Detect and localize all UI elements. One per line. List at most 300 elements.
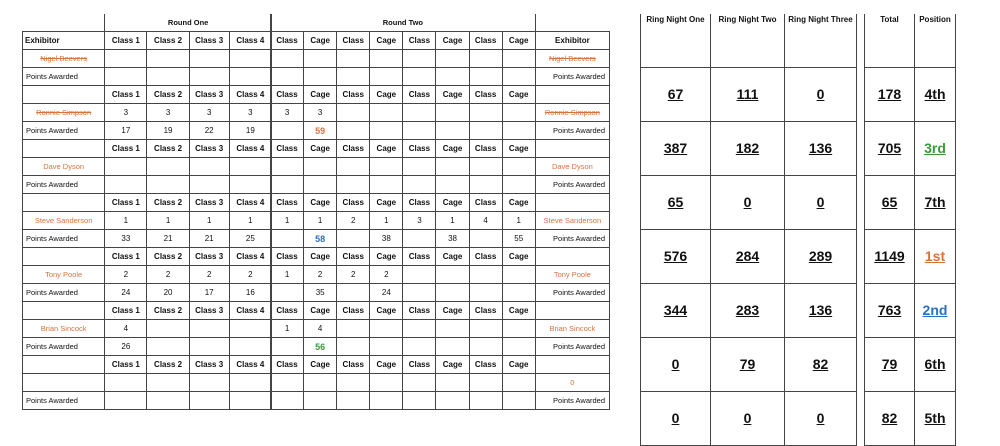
placing-cell: 3 — [105, 104, 147, 122]
placing-cell — [469, 374, 502, 392]
round-one-class-row — [23, 194, 272, 212]
ring-night-one-score: 0 — [641, 337, 711, 391]
points-cell: 55 — [502, 230, 535, 248]
column-label: Class — [403, 86, 436, 104]
points-cell: 21 — [189, 230, 229, 248]
round-two-points-row — [271, 230, 610, 248]
class-label: Class 2 — [147, 248, 189, 266]
summary-row — [641, 391, 956, 445]
ring-night-one-score: 344 — [641, 283, 711, 337]
class-label: Class 4 — [229, 194, 271, 212]
column-label: Class — [403, 194, 436, 212]
points-cell: 17 — [189, 284, 229, 302]
summary-row — [641, 67, 956, 121]
placing-cell: 2 — [304, 266, 337, 284]
total-score: 1149 — [865, 229, 915, 283]
column-label: Class — [337, 356, 370, 374]
column-label: Cage — [304, 86, 337, 104]
total-score: 763 — [865, 283, 915, 337]
column-label: Class — [403, 356, 436, 374]
placing-cell: 3 — [147, 104, 189, 122]
summary-row — [641, 337, 956, 391]
summary-column-header: Ring Night Two — [711, 14, 785, 67]
points-cell: 21 — [147, 230, 189, 248]
round-two-exhibitor-row — [271, 374, 610, 392]
points-cell — [469, 392, 502, 410]
column-label: Cage — [304, 140, 337, 158]
round-one-exhibitor-row — [23, 374, 272, 392]
points-cell — [502, 284, 535, 302]
ring-night-two-score: 0 — [711, 175, 785, 229]
summary-row — [641, 121, 956, 175]
column-label: Cage — [502, 302, 535, 320]
column-label: Cage — [436, 140, 469, 158]
round-one-exhibitor-row — [23, 266, 272, 284]
placing-cell: 4 — [304, 320, 337, 338]
ring-night-two-score: 283 — [711, 283, 785, 337]
points-cell: 59 — [304, 122, 337, 140]
exhibitor-name — [23, 374, 105, 392]
round-one-points-row — [23, 68, 272, 86]
placing-cell: 1 — [370, 212, 403, 230]
exhibitor-name: Nigel Beevers — [535, 50, 609, 68]
points-cell — [403, 176, 436, 194]
points-cell — [189, 176, 229, 194]
points-cell: 20 — [147, 284, 189, 302]
round-one-points-row — [23, 284, 272, 302]
placing-cell — [502, 104, 535, 122]
gap-cell — [857, 337, 865, 391]
round-two-points-row — [271, 338, 610, 356]
class-label: Class 3 — [189, 302, 229, 320]
placing-cell: 1 — [271, 320, 304, 338]
points-cell: 19 — [229, 122, 271, 140]
points-cell: 22 — [189, 122, 229, 140]
column-label: Cage — [304, 32, 337, 50]
column-label: Cage — [370, 140, 403, 158]
round-two-class-row — [271, 32, 610, 50]
class-label: Class 1 — [105, 86, 147, 104]
placing-cell: 1 — [229, 212, 271, 230]
total-score: 79 — [865, 337, 915, 391]
points-cell — [105, 392, 147, 410]
placing-cell — [502, 374, 535, 392]
points-cell — [271, 284, 304, 302]
class-label: Class 2 — [147, 86, 189, 104]
round-one-exhibitor-row — [23, 212, 272, 230]
exhibitor-name: Dave Dyson — [535, 158, 609, 176]
class-label: Class 2 — [147, 302, 189, 320]
placing-cell — [189, 320, 229, 338]
placing-cell — [403, 266, 436, 284]
points-awarded-label: Points Awarded — [535, 122, 609, 140]
exhibitor-label: Exhibitor — [23, 32, 105, 50]
points-cell — [271, 338, 304, 356]
ring-night-three-score: 0 — [785, 67, 857, 121]
exhibitor-name: 0 — [535, 374, 609, 392]
blank-cell — [535, 86, 609, 104]
column-label: Class — [271, 32, 304, 50]
ring-night-one-score: 65 — [641, 175, 711, 229]
round-two-header: Round Two — [271, 14, 536, 32]
blank-cell — [535, 14, 609, 32]
points-awarded-label: Points Awarded — [535, 392, 609, 410]
class-label: Class 1 — [105, 302, 147, 320]
points-cell — [105, 68, 147, 86]
exhibitor-name: Brian Sincock — [23, 320, 105, 338]
column-label: Cage — [502, 194, 535, 212]
round-one-table — [22, 14, 272, 410]
column-label: Cage — [502, 356, 535, 374]
placing-cell: 3 — [271, 104, 304, 122]
total-score: 65 — [865, 175, 915, 229]
points-awarded-label: Points Awarded — [23, 284, 105, 302]
ring-night-two-score: 284 — [711, 229, 785, 283]
class-label: Class 4 — [229, 302, 271, 320]
column-label: Cage — [502, 86, 535, 104]
placing-cell — [370, 320, 403, 338]
points-awarded-label: Points Awarded — [23, 176, 105, 194]
round-two-exhibitor-row — [271, 104, 610, 122]
column-label: Class — [403, 248, 436, 266]
position-value: 6th — [915, 337, 956, 391]
class-label: Class 2 — [147, 140, 189, 158]
placing-cell — [229, 158, 271, 176]
points-cell: 58 — [304, 230, 337, 248]
points-cell: 24 — [105, 284, 147, 302]
points-cell — [105, 176, 147, 194]
placing-cell — [271, 50, 304, 68]
points-awarded-label: Points Awarded — [23, 338, 105, 356]
placing-cell: 2 — [229, 266, 271, 284]
points-cell: 17 — [105, 122, 147, 140]
column-label: Cage — [436, 194, 469, 212]
round-two-exhibitor-row — [271, 158, 610, 176]
points-cell — [403, 122, 436, 140]
column-label: Class — [271, 140, 304, 158]
exhibitor-name: Dave Dyson — [23, 158, 105, 176]
round-one-class-row — [23, 248, 272, 266]
placing-cell: 2 — [370, 266, 403, 284]
round-one-header: Round One — [105, 14, 272, 32]
points-cell — [337, 392, 370, 410]
round-two-points-row — [271, 122, 610, 140]
ring-night-one-score: 576 — [641, 229, 711, 283]
points-cell — [147, 176, 189, 194]
ring-night-one-score: 387 — [641, 121, 711, 175]
class-label: Class 3 — [189, 86, 229, 104]
placing-cell — [469, 104, 502, 122]
points-awarded-label: Points Awarded — [23, 122, 105, 140]
round-one-exhibitor-row — [23, 158, 272, 176]
points-cell — [436, 338, 469, 356]
points-cell — [271, 68, 304, 86]
column-label: Class — [469, 356, 502, 374]
placing-cell — [403, 158, 436, 176]
round-two-header-row — [271, 14, 610, 32]
position-value: 5th — [915, 391, 956, 445]
points-cell — [189, 392, 229, 410]
placing-cell — [403, 320, 436, 338]
class-label: Class 3 — [189, 248, 229, 266]
points-cell — [271, 392, 304, 410]
exhibitor-name: Tony Poole — [23, 266, 105, 284]
points-cell — [469, 230, 502, 248]
placing-cell: 1 — [147, 212, 189, 230]
points-cell — [370, 176, 403, 194]
round-one-points-row — [23, 176, 272, 194]
placing-cell — [229, 374, 271, 392]
placing-cell — [469, 50, 502, 68]
placing-cell: 2 — [337, 212, 370, 230]
column-label: Cage — [502, 32, 535, 50]
ring-night-three-score: 0 — [785, 175, 857, 229]
summary-column-header: Ring Night Three — [785, 14, 857, 67]
points-awarded-label: Points Awarded — [535, 176, 609, 194]
blank-cell — [23, 356, 105, 374]
column-label: Cage — [502, 140, 535, 158]
placing-cell — [469, 320, 502, 338]
blank-cell — [23, 14, 105, 32]
round-one-class-row — [23, 140, 272, 158]
exhibitor-name: Steve Sanderson — [23, 212, 105, 230]
column-label: Class — [337, 302, 370, 320]
class-label: Class 1 — [105, 356, 147, 374]
placing-cell — [189, 50, 229, 68]
ring-night-two-score: 0 — [711, 391, 785, 445]
total-score: 82 — [865, 391, 915, 445]
points-cell — [436, 122, 469, 140]
round-one-exhibitor-row — [23, 320, 272, 338]
points-awarded-label: Points Awarded — [23, 230, 105, 248]
points-cell — [229, 392, 271, 410]
round-two-points-row — [271, 176, 610, 194]
column-label: Cage — [304, 356, 337, 374]
placing-cell: 3 — [403, 212, 436, 230]
class-label: Class 3 — [189, 32, 229, 50]
summary-row — [641, 229, 956, 283]
points-cell — [436, 176, 469, 194]
column-label: Cage — [304, 194, 337, 212]
column-label: Cage — [304, 248, 337, 266]
points-cell — [502, 176, 535, 194]
placing-cell — [147, 320, 189, 338]
column-label: Cage — [370, 86, 403, 104]
points-awarded-label: Points Awarded — [535, 338, 609, 356]
placing-cell — [147, 50, 189, 68]
points-cell — [403, 284, 436, 302]
summary-column-header: Total — [865, 14, 915, 67]
points-cell — [337, 68, 370, 86]
round-two-exhibitor-row — [271, 50, 610, 68]
points-cell — [189, 338, 229, 356]
placing-cell: 1 — [304, 212, 337, 230]
points-cell — [370, 122, 403, 140]
column-label: Class — [271, 194, 304, 212]
points-cell — [403, 338, 436, 356]
round-one-class-row — [23, 86, 272, 104]
points-cell — [469, 122, 502, 140]
placing-cell — [304, 50, 337, 68]
blank-cell — [535, 356, 609, 374]
blank-cell — [23, 248, 105, 266]
points-cell — [469, 68, 502, 86]
class-label: Class 4 — [229, 356, 271, 374]
placing-cell — [436, 266, 469, 284]
points-cell: 16 — [229, 284, 271, 302]
ring-night-three-score: 136 — [785, 121, 857, 175]
placing-cell — [105, 158, 147, 176]
round-one-points-row — [23, 230, 272, 248]
ring-night-three-score: 289 — [785, 229, 857, 283]
column-label: Class — [469, 194, 502, 212]
points-cell — [229, 68, 271, 86]
total-score: 178 — [865, 67, 915, 121]
points-cell — [337, 284, 370, 302]
points-cell — [436, 284, 469, 302]
placing-cell — [502, 158, 535, 176]
round-two-points-row — [271, 68, 610, 86]
placing-cell — [502, 266, 535, 284]
class-label: Class 2 — [147, 32, 189, 50]
ring-night-three-score: 82 — [785, 337, 857, 391]
placing-cell — [436, 158, 469, 176]
placing-cell — [337, 320, 370, 338]
points-cell — [337, 176, 370, 194]
points-cell — [147, 338, 189, 356]
points-cell: 25 — [229, 230, 271, 248]
column-label: Class — [469, 302, 502, 320]
column-label: Class — [271, 86, 304, 104]
column-label: Cage — [304, 302, 337, 320]
column-label: Cage — [436, 302, 469, 320]
placing-cell — [403, 50, 436, 68]
round-two-exhibitor-row — [271, 266, 610, 284]
placing-cell: 2 — [147, 266, 189, 284]
class-label: Class 4 — [229, 248, 271, 266]
ring-night-two-score: 182 — [711, 121, 785, 175]
round-two-table — [270, 14, 610, 410]
placing-cell — [436, 104, 469, 122]
points-cell — [403, 230, 436, 248]
round-two-class-row — [271, 140, 610, 158]
points-cell — [436, 68, 469, 86]
ring-night-three-score: 136 — [785, 283, 857, 337]
blank-cell — [535, 194, 609, 212]
points-awarded-label: Points Awarded — [535, 230, 609, 248]
placing-cell — [370, 104, 403, 122]
exhibitor-name: Tony Poole — [535, 266, 609, 284]
points-cell — [229, 338, 271, 356]
placing-cell: 1 — [189, 212, 229, 230]
blank-cell — [535, 302, 609, 320]
total-score: 705 — [865, 121, 915, 175]
column-label: Cage — [502, 248, 535, 266]
placing-cell — [469, 158, 502, 176]
round-two-exhibitor-row — [271, 212, 610, 230]
placing-cell — [147, 158, 189, 176]
placing-cell — [147, 374, 189, 392]
column-label: Cage — [370, 32, 403, 50]
position-value: 3rd — [915, 121, 956, 175]
class-label: Class 3 — [189, 140, 229, 158]
round-two-points-row — [271, 284, 610, 302]
round-two-exhibitor-row — [271, 320, 610, 338]
gap-cell — [857, 14, 865, 67]
class-label: Class 1 — [105, 248, 147, 266]
gap-cell — [857, 283, 865, 337]
placing-cell — [403, 104, 436, 122]
placing-cell: 4 — [105, 320, 147, 338]
placing-cell — [304, 158, 337, 176]
class-label: Class 4 — [229, 140, 271, 158]
placing-cell — [436, 50, 469, 68]
column-label: Class — [403, 302, 436, 320]
placing-cell — [502, 320, 535, 338]
points-cell: 38 — [370, 230, 403, 248]
blank-cell — [23, 302, 105, 320]
column-label: Class — [271, 356, 304, 374]
summary-column-header: Position — [915, 14, 956, 67]
position-value: 4th — [915, 67, 956, 121]
points-cell — [370, 338, 403, 356]
column-label: Class — [403, 32, 436, 50]
column-label: Cage — [436, 86, 469, 104]
placing-cell — [337, 158, 370, 176]
placing-cell — [271, 374, 304, 392]
points-cell — [403, 68, 436, 86]
placing-cell — [105, 374, 147, 392]
round-one-exhibitor-row — [23, 50, 272, 68]
class-label: Class 4 — [229, 32, 271, 50]
points-cell: 19 — [147, 122, 189, 140]
placing-cell — [403, 374, 436, 392]
points-cell — [469, 176, 502, 194]
points-cell — [436, 392, 469, 410]
points-cell — [502, 338, 535, 356]
points-cell — [271, 122, 304, 140]
round-two-points-row — [271, 392, 610, 410]
column-label: Class — [337, 140, 370, 158]
points-cell — [469, 338, 502, 356]
round-one-points-row — [23, 392, 272, 410]
points-cell — [147, 68, 189, 86]
column-label: Class — [337, 32, 370, 50]
blank-cell — [23, 194, 105, 212]
placing-cell — [337, 50, 370, 68]
placing-cell: 2 — [105, 266, 147, 284]
placing-cell — [436, 320, 469, 338]
placing-cell — [370, 374, 403, 392]
points-awarded-label: Points Awarded — [23, 68, 105, 86]
exhibitor-name: Brian Sincock — [535, 320, 609, 338]
ring-night-two-score: 111 — [711, 67, 785, 121]
points-cell — [502, 122, 535, 140]
column-label: Class — [469, 248, 502, 266]
summary-column-header: Ring Night One — [641, 14, 711, 67]
ring-night-one-score: 67 — [641, 67, 711, 121]
round-two-class-row — [271, 194, 610, 212]
column-label: Class — [271, 302, 304, 320]
points-cell — [304, 68, 337, 86]
exhibitor-name: Steve Sanderson — [535, 212, 609, 230]
placing-cell: 1 — [502, 212, 535, 230]
placing-cell — [229, 50, 271, 68]
position-value: 1st — [915, 229, 956, 283]
gap-cell — [857, 121, 865, 175]
points-cell: 24 — [370, 284, 403, 302]
round-two-class-row — [271, 356, 610, 374]
